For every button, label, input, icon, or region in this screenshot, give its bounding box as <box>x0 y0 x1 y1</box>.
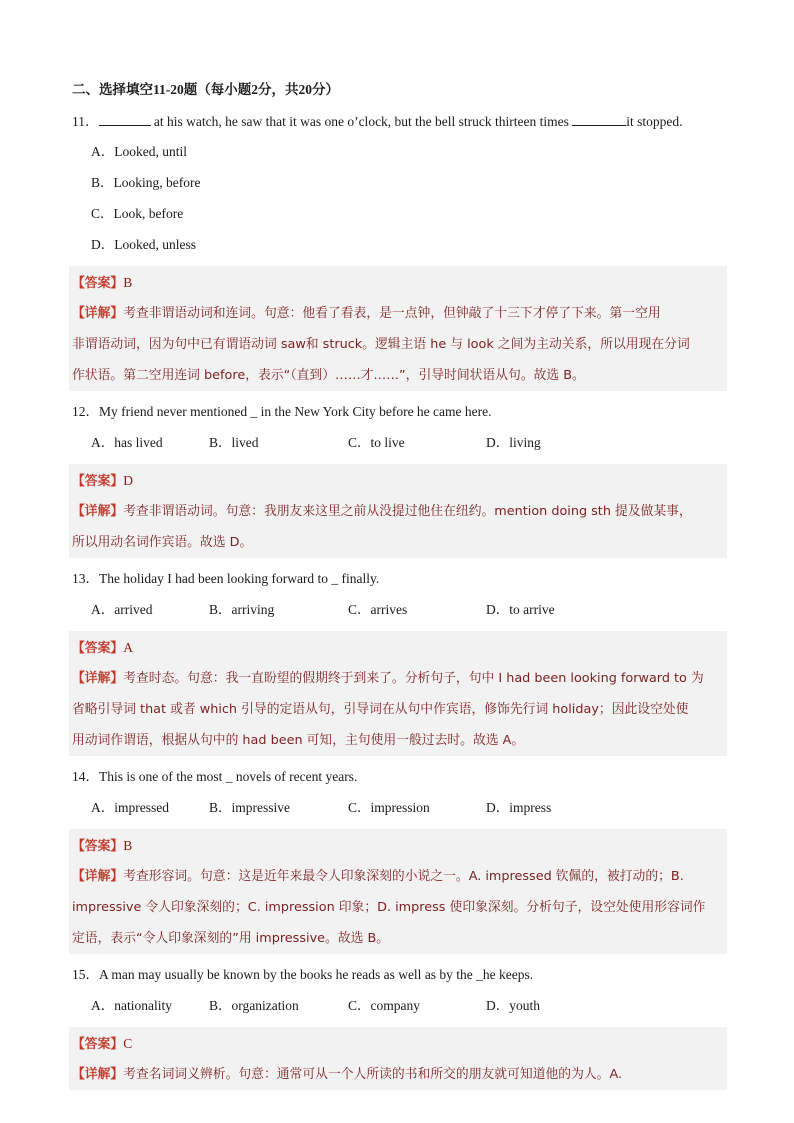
detail-label: 【详解】 <box>72 869 124 884</box>
detail-line: 【详解】考查形容词。句意：这是近年来最令人印象深刻的小说之一。A. impressed 钦佩的，被打动的；B. <box>72 869 684 884</box>
detail-label: 【详解】 <box>72 306 124 321</box>
document-page <box>72 80 728 1101</box>
answer-block <box>69 266 727 391</box>
answer-line <box>72 1028 727 1059</box>
answer-block <box>69 464 727 558</box>
answer-value: B <box>123 838 133 853</box>
detail-text <box>72 1059 727 1090</box>
detail-line: impressive 令人印象深刻的；C. impression 印象；D. impress 使印象深刻。分析句子，设空处使用形容词作 <box>72 900 706 915</box>
option-a: A．nationality <box>91 998 172 1013</box>
answer-line <box>72 830 727 861</box>
option-d: D．to arrive <box>486 602 555 617</box>
answer-value: B <box>123 275 133 290</box>
question-11 <box>72 111 728 131</box>
question-text: at his watch, he saw that it was one o’clock, but the bell struck thirteen times <box>150 114 573 129</box>
option-c: C．arrives <box>348 602 408 617</box>
question-12: 12．My friend never mentioned _ in the New York City before he came here. <box>72 404 492 419</box>
option-c: C．company <box>348 998 420 1013</box>
option-c: C．to live <box>348 435 405 450</box>
option-b: B．arriving <box>209 602 275 617</box>
detail-line: 【详解】考查时态。句意：我一直盼望的假期终于到来了。分析句子，句中 I had been looking forward to 为 <box>72 671 704 686</box>
option-a: A．impressed <box>91 800 169 815</box>
answer-block <box>69 829 727 954</box>
detail-line: 作状语。第二空用连词 before，表示“（直到）……才……”，引导时间状语从句。故选 B。 <box>72 368 585 383</box>
answer-line <box>72 465 727 496</box>
answer-blank <box>572 111 626 126</box>
detail-line: 定语，表示“令人印象深刻的”用 impressive。故选 B。 <box>72 931 390 946</box>
detail-text <box>72 663 727 756</box>
answer-label: 【答案】 <box>72 641 124 656</box>
answer-label: 【答案】 <box>72 276 124 291</box>
detail-line: 所以用动名词作宾语。故选 D。 <box>72 535 253 550</box>
answer-value: A <box>123 640 133 655</box>
question-15: 15．A man may usually be known by the books he reads as well as by the _he keeps. <box>72 967 534 982</box>
detail-line: 用动词作谓语，根据从句中的 had been 可知，主句使用一般过去时。故选 A。 <box>72 733 525 748</box>
option-c: C．impression <box>348 800 430 815</box>
options-row <box>72 600 728 620</box>
detail-line: 省略引导词 that 或者 which 引导的定语从句，引导词在从句中作宾语，修饰先行词 holiday；因此设空处使 <box>72 702 689 717</box>
option-b: B．organization <box>209 998 299 1013</box>
option-a: A．Looked, until <box>91 144 187 159</box>
answer-line <box>72 267 727 298</box>
option-d: D．youth <box>486 998 540 1013</box>
options-row <box>72 996 728 1016</box>
detail-text <box>72 298 727 391</box>
detail-line: 非谓语动词，因为句中已有谓语动词 saw和 struck。逻辑主语 he 与 look 之间为主动关系，所以用现在分词 <box>72 337 690 352</box>
option-d: D．impress <box>486 800 552 815</box>
question-number: 11． <box>72 114 99 129</box>
answer-value: C <box>123 1036 133 1051</box>
question-text: it stopped. <box>626 114 683 129</box>
question-14: 14．This is one of the most _ novels of recent years. <box>72 769 358 784</box>
answer-value: D <box>123 473 133 488</box>
detail-text <box>72 496 727 558</box>
answer-block <box>69 631 727 756</box>
detail-text <box>72 861 727 954</box>
options-row <box>72 433 728 453</box>
section-title: 二、选择填空11-20题（每小题2分，共20分） <box>72 82 340 97</box>
detail-label: 【详解】 <box>72 1067 124 1082</box>
option-b: B．Looking, before <box>91 175 201 190</box>
option-a: A．arrived <box>91 602 153 617</box>
answer-blank <box>99 111 151 126</box>
answer-line <box>72 632 727 663</box>
answer-label: 【答案】 <box>72 474 124 489</box>
option-d: D．living <box>486 435 541 450</box>
answer-block <box>69 1027 727 1090</box>
option-b: B．impressive <box>209 800 290 815</box>
detail-line: 【详解】考查非谓语动词和连词。句意：他看了看表，是一点钟，但钟敲了十三下才停了下来。第一空用 <box>72 306 661 321</box>
answer-label: 【答案】 <box>72 839 124 854</box>
option-a: A．has lived <box>91 435 163 450</box>
option-d: D．Looked, unless <box>91 237 196 252</box>
options-row <box>72 798 728 818</box>
option-b: B．lived <box>209 435 259 450</box>
detail-line: 【详解】考查非谓语动词。句意：我朋友来这里之前从没提过他住在纽约。mention doing sth 提及做某事， <box>72 504 692 519</box>
detail-label: 【详解】 <box>72 671 124 686</box>
question-13: 13．The holiday I had been looking forward to _ finally. <box>72 571 380 586</box>
option-c: C．Look, before <box>91 206 184 221</box>
answer-label: 【答案】 <box>72 1037 124 1052</box>
detail-label: 【详解】 <box>72 504 124 519</box>
detail-line: 【详解】考查名词词义辨析。句意：通常可从一个人所读的书和所交的朋友就可知道他的为人。A. <box>72 1067 623 1082</box>
